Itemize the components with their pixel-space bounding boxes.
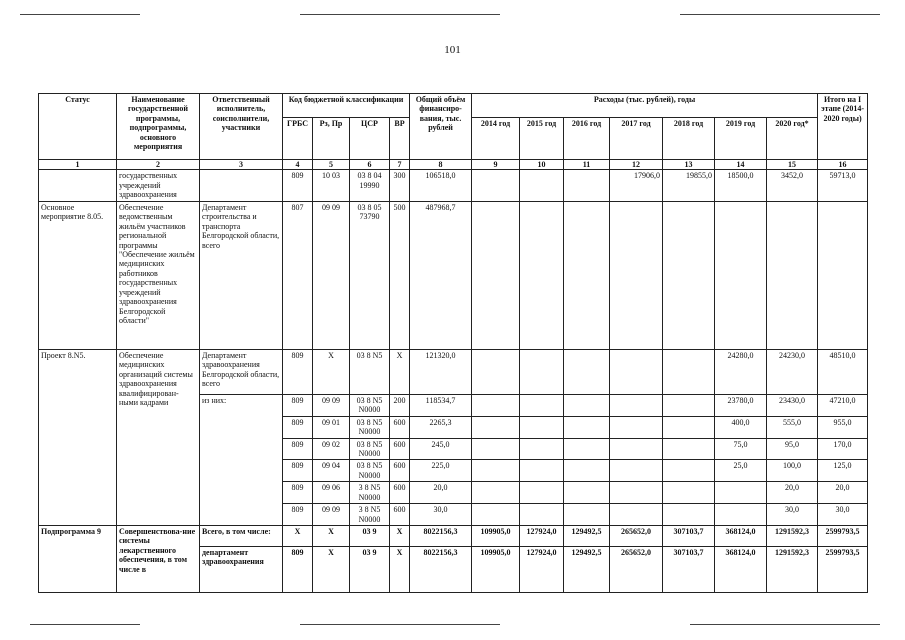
itogo-cell: 20,0 bbox=[818, 482, 868, 504]
header-itogo: Итого на I этапе (2014-2020 годы) bbox=[818, 94, 868, 160]
total-cell: 245,0 bbox=[410, 438, 472, 460]
year-cell bbox=[564, 349, 610, 394]
year-cell bbox=[564, 416, 610, 438]
column-index: 14 bbox=[715, 160, 767, 170]
column-index: 6 bbox=[350, 160, 390, 170]
year-cell: 129492,5 bbox=[564, 547, 610, 593]
year-cell bbox=[767, 201, 818, 349]
year-cell bbox=[663, 482, 715, 504]
column-index: 8 bbox=[410, 160, 472, 170]
vr-cell: 600 bbox=[390, 416, 410, 438]
year-cell bbox=[564, 460, 610, 482]
year-cell bbox=[520, 416, 564, 438]
year-cell: 24280,0 bbox=[715, 349, 767, 394]
header-expenses: Расходы (тыс. рублей), годы bbox=[472, 94, 818, 118]
total-cell: 121320,0 bbox=[410, 349, 472, 394]
vr-cell: Х bbox=[390, 526, 410, 547]
year-cell: 100,0 bbox=[767, 460, 818, 482]
column-index: 1 bbox=[39, 160, 117, 170]
table-row bbox=[39, 526, 868, 547]
header-responsible: Ответственный исполнитель, соисполнители, участники bbox=[200, 94, 283, 160]
year-cell bbox=[663, 349, 715, 394]
itogo-cell: 30,0 bbox=[818, 504, 868, 526]
year-cell: 75,0 bbox=[715, 438, 767, 460]
year-cell bbox=[610, 482, 663, 504]
year-cell: 307103,7 bbox=[663, 526, 715, 547]
year-cell bbox=[472, 170, 520, 201]
bottom-rule bbox=[300, 624, 500, 625]
year-cell bbox=[520, 201, 564, 349]
header-year: 2018 год bbox=[663, 118, 715, 160]
grbs-cell: 809 bbox=[283, 482, 313, 504]
year-cell bbox=[472, 438, 520, 460]
vr-cell: 600 bbox=[390, 504, 410, 526]
year-cell bbox=[610, 201, 663, 349]
year-cell bbox=[610, 349, 663, 394]
total-cell: 487968,7 bbox=[410, 201, 472, 349]
year-cell bbox=[610, 394, 663, 416]
rzpr-cell: 09 09 bbox=[313, 201, 350, 349]
csr-cell: 3 8 N5 N0000 bbox=[350, 504, 390, 526]
itogo-cell: 170,0 bbox=[818, 438, 868, 460]
itogo-cell: 47210,0 bbox=[818, 394, 868, 416]
bottom-rule bbox=[30, 624, 140, 625]
csr-cell: 03 8 05 73790 bbox=[350, 201, 390, 349]
year-cell bbox=[472, 201, 520, 349]
total-cell: 106518,0 bbox=[410, 170, 472, 201]
name-cell: Совершенствова-ние системы лекарственного обеспечения, в том числе в bbox=[117, 526, 200, 593]
vr-cell: 200 bbox=[390, 394, 410, 416]
responsible-cell: Всего, в том числе: bbox=[200, 526, 283, 547]
page-number: 101 bbox=[444, 44, 461, 56]
column-index: 16 bbox=[818, 160, 868, 170]
year-cell bbox=[564, 170, 610, 201]
column-index: 3 bbox=[200, 160, 283, 170]
name-cell: Обеспечение медицинских организаций системы здравоохранения квалифицирован-ными кадрами bbox=[117, 349, 200, 525]
year-cell: 129492,5 bbox=[564, 526, 610, 547]
year-cell bbox=[564, 504, 610, 526]
year-cell bbox=[610, 416, 663, 438]
vr-cell: 300 bbox=[390, 170, 410, 201]
grbs-cell: 809 bbox=[283, 438, 313, 460]
itogo-cell: 2599793,5 bbox=[818, 547, 868, 593]
year-cell bbox=[610, 504, 663, 526]
year-cell: 3452,0 bbox=[767, 170, 818, 201]
year-cell: 23430,0 bbox=[767, 394, 818, 416]
vr-cell: 600 bbox=[390, 460, 410, 482]
total-cell: 30,0 bbox=[410, 504, 472, 526]
header-csr: ЦСР bbox=[350, 118, 390, 160]
header-year: 2015 год bbox=[520, 118, 564, 160]
grbs-cell: 807 bbox=[283, 201, 313, 349]
rzpr-cell: Х bbox=[313, 547, 350, 593]
year-cell: 1291592,3 bbox=[767, 526, 818, 547]
top-rule bbox=[20, 14, 140, 15]
year-cell: 127924,0 bbox=[520, 526, 564, 547]
table-row bbox=[39, 349, 868, 394]
csr-cell: 03 8 N5 N0000 bbox=[350, 460, 390, 482]
rzpr-cell: 09 02 bbox=[313, 438, 350, 460]
column-index: 12 bbox=[610, 160, 663, 170]
csr-cell: 03 8 N5 N0000 bbox=[350, 416, 390, 438]
rzpr-cell: 09 06 bbox=[313, 482, 350, 504]
grbs-cell: 809 bbox=[283, 416, 313, 438]
total-cell: 8022156,3 bbox=[410, 526, 472, 547]
column-index-row bbox=[39, 160, 868, 170]
budget-table bbox=[38, 93, 868, 593]
year-cell: 265652,0 bbox=[610, 547, 663, 593]
year-cell bbox=[520, 438, 564, 460]
status-cell bbox=[39, 170, 117, 201]
year-cell bbox=[564, 201, 610, 349]
header-budget-code: Код бюджетной классификации bbox=[283, 94, 410, 118]
year-cell: 24230,0 bbox=[767, 349, 818, 394]
header-year: 2017 год bbox=[610, 118, 663, 160]
total-cell: 225,0 bbox=[410, 460, 472, 482]
grbs-cell: 809 bbox=[283, 460, 313, 482]
grbs-cell: 809 bbox=[283, 394, 313, 416]
header-total-volume: Общий объём финансиро-вания, тыс. рублей bbox=[410, 94, 472, 160]
column-index: 13 bbox=[663, 160, 715, 170]
csr-cell: 03 8 N5 N0000 bbox=[350, 394, 390, 416]
itogo-cell bbox=[818, 201, 868, 349]
year-cell: 25,0 bbox=[715, 460, 767, 482]
year-cell bbox=[520, 460, 564, 482]
responsible-cell: из них: bbox=[200, 394, 283, 525]
itogo-cell: 59713,0 bbox=[818, 170, 868, 201]
year-cell: 23780,0 bbox=[715, 394, 767, 416]
column-index: 11 bbox=[564, 160, 610, 170]
year-cell bbox=[520, 394, 564, 416]
year-cell: 109905,0 bbox=[472, 547, 520, 593]
column-index: 5 bbox=[313, 160, 350, 170]
column-index: 10 bbox=[520, 160, 564, 170]
year-cell bbox=[610, 438, 663, 460]
rzpr-cell: 10 03 bbox=[313, 170, 350, 201]
year-cell bbox=[472, 349, 520, 394]
rzpr-cell: 09 01 bbox=[313, 416, 350, 438]
top-rule bbox=[680, 14, 880, 15]
year-cell bbox=[663, 460, 715, 482]
header-rzpr: Рз, Пр bbox=[313, 118, 350, 160]
year-cell: 127924,0 bbox=[520, 547, 564, 593]
column-index: 9 bbox=[472, 160, 520, 170]
year-cell: 109905,0 bbox=[472, 526, 520, 547]
rzpr-cell: Х bbox=[313, 349, 350, 394]
year-cell bbox=[564, 482, 610, 504]
status-cell: Подпрограмма 9 bbox=[39, 526, 117, 593]
csr-cell: 3 8 N5 N0000 bbox=[350, 482, 390, 504]
csr-cell: 03 8 04 19990 bbox=[350, 170, 390, 201]
total-cell: 2265,3 bbox=[410, 416, 472, 438]
table-row bbox=[39, 201, 868, 349]
year-cell bbox=[663, 438, 715, 460]
header-year: 2020 год* bbox=[767, 118, 818, 160]
year-cell: 18500,0 bbox=[715, 170, 767, 201]
header-year: 2019 год bbox=[715, 118, 767, 160]
year-cell bbox=[472, 504, 520, 526]
year-cell bbox=[520, 482, 564, 504]
year-cell: 400,0 bbox=[715, 416, 767, 438]
top-rule bbox=[300, 14, 500, 15]
csr-cell: 03 8 N5 N0000 bbox=[350, 438, 390, 460]
year-cell bbox=[663, 201, 715, 349]
csr-cell: 03 8 N5 bbox=[350, 349, 390, 394]
responsible-cell: Департамент здравоохранения Белгородской области, всего bbox=[200, 349, 283, 394]
responsible-cell bbox=[200, 170, 283, 201]
year-cell bbox=[715, 504, 767, 526]
year-cell bbox=[564, 394, 610, 416]
header-vr: ВР bbox=[390, 118, 410, 160]
column-index: 2 bbox=[117, 160, 200, 170]
rzpr-cell: 09 09 bbox=[313, 504, 350, 526]
table-row bbox=[39, 170, 868, 201]
vr-cell: 500 bbox=[390, 201, 410, 349]
year-cell bbox=[520, 504, 564, 526]
year-cell: 95,0 bbox=[767, 438, 818, 460]
header-grbs: ГРБС bbox=[283, 118, 313, 160]
grbs-cell: Х bbox=[283, 526, 313, 547]
itogo-cell: 955,0 bbox=[818, 416, 868, 438]
grbs-cell: 809 bbox=[283, 349, 313, 394]
grbs-cell: 809 bbox=[283, 547, 313, 593]
year-cell: 368124,0 bbox=[715, 526, 767, 547]
total-cell: 118534,7 bbox=[410, 394, 472, 416]
year-cell bbox=[472, 482, 520, 504]
itogo-cell: 2599793,5 bbox=[818, 526, 868, 547]
year-cell bbox=[520, 349, 564, 394]
year-cell: 30,0 bbox=[767, 504, 818, 526]
itogo-cell: 48510,0 bbox=[818, 349, 868, 394]
header-status: Статус bbox=[39, 94, 117, 160]
year-cell bbox=[564, 438, 610, 460]
column-index: 7 bbox=[390, 160, 410, 170]
year-cell bbox=[472, 416, 520, 438]
year-cell bbox=[663, 504, 715, 526]
vr-cell: Х bbox=[390, 547, 410, 593]
year-cell bbox=[610, 460, 663, 482]
year-cell: 368124,0 bbox=[715, 547, 767, 593]
year-cell bbox=[472, 460, 520, 482]
year-cell: 307103,7 bbox=[663, 547, 715, 593]
responsible-cell: Департамент строительства и транспорта Белгородской области, всего bbox=[200, 201, 283, 349]
year-cell: 1291592,3 bbox=[767, 547, 818, 593]
column-index: 4 bbox=[283, 160, 313, 170]
csr-cell: 03 9 bbox=[350, 526, 390, 547]
year-cell: 17906,0 bbox=[610, 170, 663, 201]
year-cell: 20,0 bbox=[767, 482, 818, 504]
year-cell: 555,0 bbox=[767, 416, 818, 438]
rzpr-cell: Х bbox=[313, 526, 350, 547]
year-cell: 19855,0 bbox=[663, 170, 715, 201]
column-index: 15 bbox=[767, 160, 818, 170]
year-cell bbox=[472, 394, 520, 416]
responsible-cell: департамент здравоохранения bbox=[200, 547, 283, 593]
csr-cell: 03 9 bbox=[350, 547, 390, 593]
itogo-cell: 125,0 bbox=[818, 460, 868, 482]
name-cell: государственных учреждений здравоохранения bbox=[117, 170, 200, 201]
status-cell: Основное мероприятие 8.05. bbox=[39, 201, 117, 349]
total-cell: 8022156,3 bbox=[410, 547, 472, 593]
year-cell bbox=[520, 170, 564, 201]
rzpr-cell: 09 04 bbox=[313, 460, 350, 482]
header-name: Наименование государственной программы, подпрограммы, основного мероприятия bbox=[117, 94, 200, 160]
year-cell: 265652,0 bbox=[610, 526, 663, 547]
bottom-rule bbox=[690, 624, 880, 625]
year-cell bbox=[663, 394, 715, 416]
vr-cell: 600 bbox=[390, 482, 410, 504]
header-year: 2014 год bbox=[472, 118, 520, 160]
grbs-cell: 809 bbox=[283, 170, 313, 201]
year-cell bbox=[663, 416, 715, 438]
name-cell: Обеспечение ведомственным жильём участников региональной программы "Обеспечение жильём медицинских работников государственных учреждений здравоохранения Белгородской области" bbox=[117, 201, 200, 349]
year-cell bbox=[715, 201, 767, 349]
year-cell bbox=[715, 482, 767, 504]
vr-cell: Х bbox=[390, 349, 410, 394]
header-year: 2016 год bbox=[564, 118, 610, 160]
grbs-cell: 809 bbox=[283, 504, 313, 526]
vr-cell: 600 bbox=[390, 438, 410, 460]
rzpr-cell: 09 09 bbox=[313, 394, 350, 416]
status-cell: Проект 8.N5. bbox=[39, 349, 117, 525]
total-cell: 20,0 bbox=[410, 482, 472, 504]
